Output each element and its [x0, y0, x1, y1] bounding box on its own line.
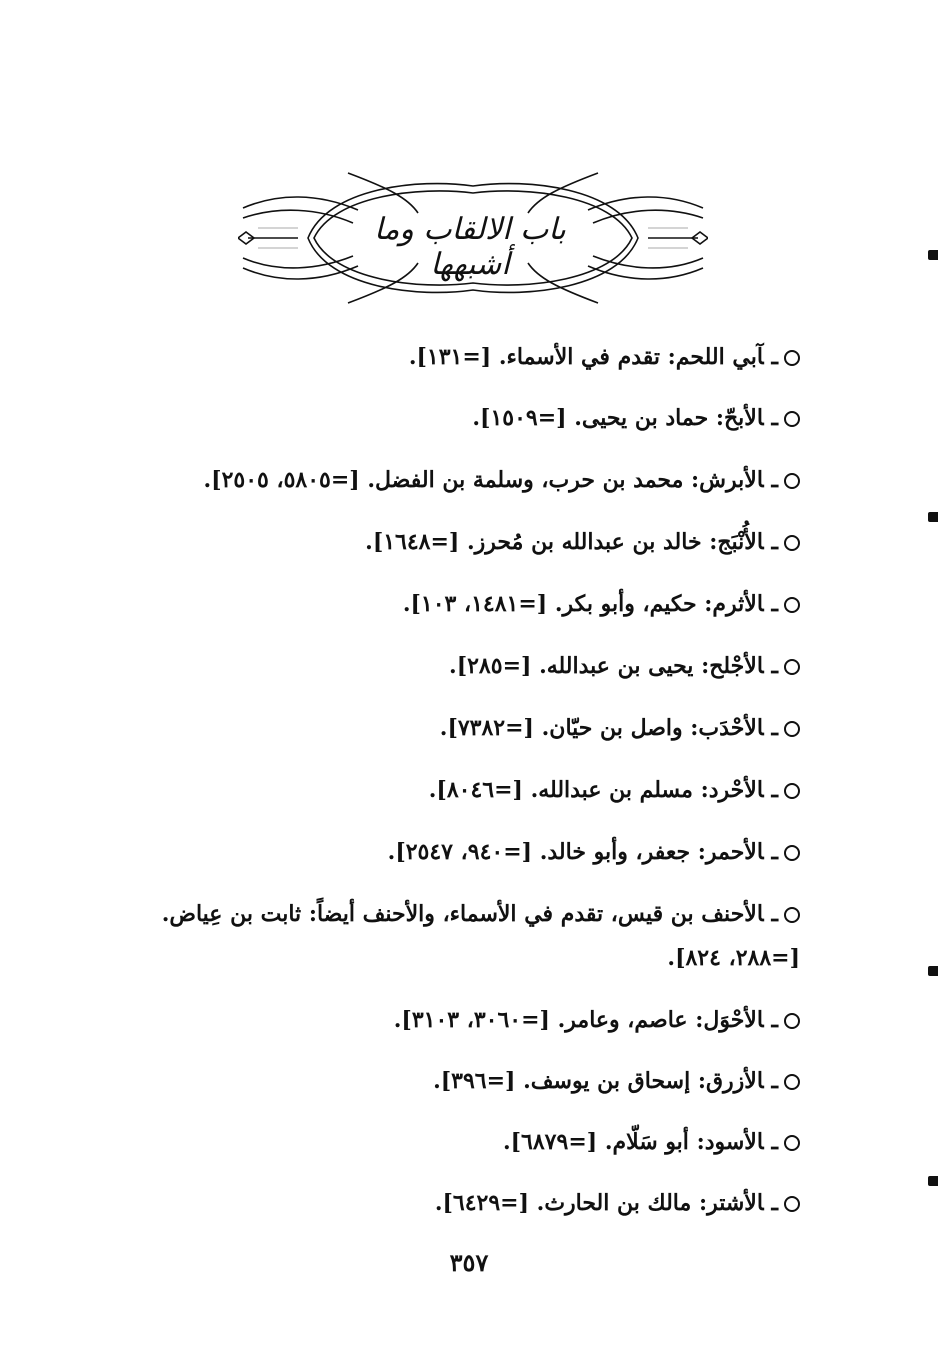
list-item: ـالأحمر: جعفر، وأبو خالد. [=٩٤٠، ٢٥٤٧].	[388, 837, 800, 867]
list-item: ـالأجْلح: يحيى بن عبدالله. [=٢٨٥].	[449, 651, 800, 681]
circle-bullet-icon	[784, 907, 800, 923]
circle-bullet-icon	[784, 783, 800, 799]
circle-bullet-icon	[784, 1196, 800, 1212]
list-item: ـالأشتر: مالك بن الحارث. [=٦٤٢٩].	[435, 1188, 800, 1218]
list-item: ـالأثرم: حكيم، وأبو بكر. [=١٤٨١، ١٠٣].	[403, 589, 800, 619]
circle-bullet-icon	[784, 411, 800, 427]
list-item: ـالأحْدَب: واصل بن حيّان. [=٧٣٨٢].	[440, 713, 800, 743]
list-item: ـالأسود: أبو سَلّام. [=٦٨٧٩].	[503, 1127, 800, 1157]
circle-bullet-icon	[784, 721, 800, 737]
page-edge-mark	[928, 1176, 938, 1186]
page-edge-mark	[928, 512, 938, 522]
list-item: ـآبي اللحم: تقدم في الأسماء. [=١٣١].	[409, 342, 800, 372]
list-item: ـالأحنف بن قيس، تقدم في الأسماء، والأحنف أيضاً: ثابت بن عِياض. [=٢٨٨، ٨٢٤].	[161, 901, 800, 971]
section-title: باب الالقاب وما أشبهها	[374, 212, 566, 282]
list-item: ـالأُنْبَج: خالد بن عبدالله بن مُحرز. [=١٦٤٨].	[365, 527, 800, 557]
page-edge-mark	[928, 250, 938, 260]
circle-bullet-icon	[784, 473, 800, 489]
circle-bullet-icon	[784, 597, 800, 613]
circle-bullet-icon	[784, 350, 800, 366]
circle-bullet-icon	[784, 1135, 800, 1151]
list-item: ـالأبحّ: حماد بن يحيى. [=١٥٠٩].	[472, 403, 800, 433]
list-item: ـالأحْرد: مسلم بن عبدالله. [=٨٠٤٦].	[429, 775, 800, 805]
page-edge-mark	[928, 966, 938, 976]
circle-bullet-icon	[784, 1074, 800, 1090]
list-item: ـالأزرق: إسحاق بن يوسف. [=٣٩٦].	[433, 1066, 800, 1096]
list-item: ـالأبرش: محمد بن حرب، وسلمة بن الفضل. [=٥٨٠٥، ٢٥٠٥].	[203, 465, 800, 495]
circle-bullet-icon	[784, 845, 800, 861]
circle-bullet-icon	[784, 1013, 800, 1029]
page-number: ٣٥٧	[449, 1248, 489, 1277]
circle-bullet-icon	[784, 659, 800, 675]
circle-bullet-icon	[784, 535, 800, 551]
list-item: ـالأحْوَل: عاصم، وعامر. [=٣٠٦٠، ٣١٠٣].	[394, 1005, 800, 1035]
